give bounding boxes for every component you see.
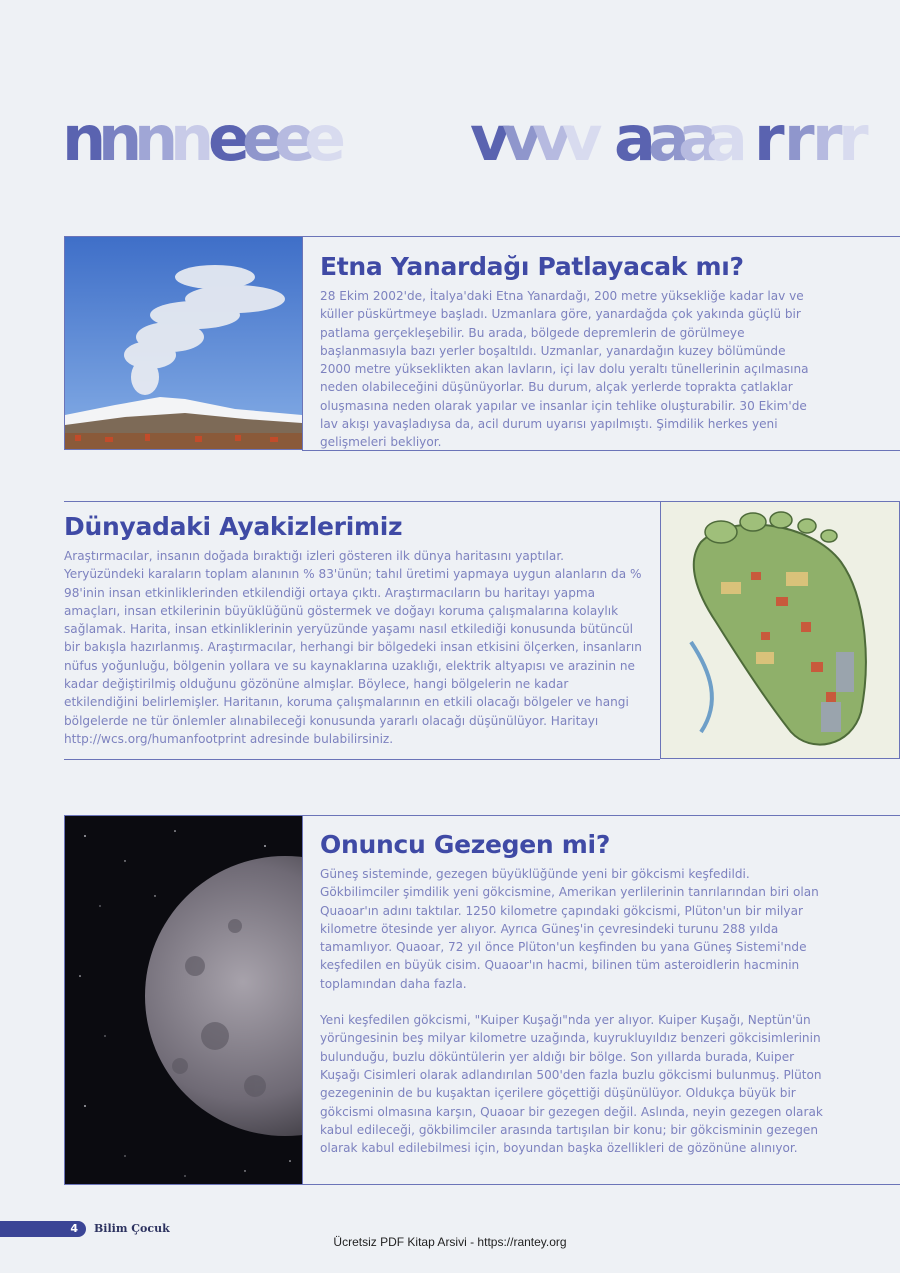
masthead-letter: e xyxy=(208,102,247,175)
article-headline: Onuncu Gezegen mi? xyxy=(320,830,611,859)
masthead-letter: v xyxy=(502,102,539,175)
footprint-image xyxy=(661,502,899,758)
article-rule xyxy=(64,759,660,760)
masthead-letter: r xyxy=(754,102,781,175)
masthead-letter: n xyxy=(134,102,175,175)
masthead-letter: n xyxy=(170,102,211,175)
page-number: 4 xyxy=(70,1222,78,1235)
masthead-letter: a xyxy=(678,102,716,175)
masthead-letter: a xyxy=(614,102,652,175)
article-rule xyxy=(302,236,900,237)
article-paragraph: Güneş sisteminde, gezegen büyüklüğünde yeni bir gökcismi keşfedildi. Gökbilimciler şimdilik yeni gökcismine, Amerikan yerlilerinin tanrılarından biri olan Quaoar'ın adını taktılar. 1250 kilometre çapındaki gökcismi, Plüton'un bir milyar kilometre ötesinde yer alıyor. Ayrıca Güneş'in çevresindeki turunu 288 yılda tamamlıyor. Quaoar, 72 yıl önce Plüton'un keşfinden bu yana Güneş Sistemi'nde keşfedilen en büyük cisim. Quaoar'ın hacmi, bilinen tüm asteroidlerin hacminin toplamından daha fazla. xyxy=(320,867,819,991)
article-body xyxy=(320,287,820,452)
article-paragraph: Yeni keşfedilen gökcismi, "Kuiper Kuşağı"nda yer alıyor. Kuiper Kuşağı, Neptün'ün yörüngesinin beş milyar kilometre uzağında, kuyrukluyıldız benzeri gökcisimlerinin bulunduğu, buzlu döküntülerin yer aldığı bir bölge. Son yıllarda burada, Kuiper Kuşağı Cisimleri olarak adlandırılan 500'den fazla buzlu gökcismi bulunmuş. Plüton gezegeninin de bu kuşaktan içerilere göçettiği düşünülüyor. Oldukça büyük bir gökcismi olmasına karşın, Quaoar bir gezegen değil. Aslında, neyin gezegen olarak kabul edileceği, gökbilimciler arasında tartışılan bir konu; bir gökcisminin gezegen olarak kabul edilebilmesi için, boyundan başka özellikleri de gözönüne alınıyor. xyxy=(320,1013,823,1156)
masthead-letter: v xyxy=(532,102,569,175)
masthead-letter: r xyxy=(784,102,811,175)
article-body xyxy=(64,547,644,748)
masthead-letter: a xyxy=(706,102,744,175)
article-rule xyxy=(302,1184,900,1185)
site-credit: Ücretsiz PDF Kitap Arsivi - https://rantey.org xyxy=(333,1235,567,1249)
article-paragraph: 28 Ekim 2002'de, İtalya'daki Etna Yanardağı, 200 metre yüksekliğe kadar lav ve küller püskürtmeye başladı. Uzmanlara göre, yanardağda çok yakında güçlü bir patlama gerçekleşebilir. Bu arada, bölgede depremlerin de görülmeye başlanmasıyla bazı yerler boşaltıldı. Uzmanlar, yanardağın kuzey bölümünde 2000 metre yükseklikten akan lavların, içi lav dolu yeraltı tünellerinin açılmasına neden olabileceğini düşünüyorlar. Bu durum, alçak yerlerde toprakta çatlaklar oluşmasına neden olarak yapılar ve insanlar için tehlike oluşturabilir. 30 Ekim'de lav akışı yavaşladıysa da, acil durum uyarısı yapılmıştı. Şimdilik herkes yeni gelişmeleri bekliyor. xyxy=(320,289,809,450)
planet-image xyxy=(65,816,302,1184)
masthead-letter: e xyxy=(274,102,313,175)
planet-photo xyxy=(64,815,303,1185)
masthead-letter: e xyxy=(242,102,281,175)
masthead-logo xyxy=(62,102,882,175)
article-rule xyxy=(302,815,900,816)
article-headline: Etna Yanardağı Patlayacak mı? xyxy=(320,252,744,281)
volcano-photo xyxy=(64,236,303,450)
masthead-letter: v xyxy=(562,102,599,175)
masthead-letter: r xyxy=(812,102,839,175)
article-paragraph: Araştırmacılar, insanın doğada bıraktığı izleri gösteren ilk dünya haritasını yaptılar. Yeryüzündeki karaların toplam alanının % 83'ünün; tahıl üretimi yapmaya uygun alanların da % 98'inin insan etkinliklerinden etkilendiği ortaya çıktı. Araştırmacıların bu haritayı yapma amaçları, insan etkilerinin büyüklüğünü göstermek ve doğayı koruma çalışmalarına kolaylık sağlamak. Harita, insan etkinliklerinin yeryüzünde yaşamı nasıl etkilediği konusunda bütüncül bir bakışla hazırlanmış. Araştırmacılar, herhangi bir bölgedeki insan etkisini ölçerken, insanların nüfus yoğunluğu, bölgenin yollara ve su kaynaklarına uzaklığı, elektrik altyapısı ve arazinin ne kadar değiştirilmiş olduğunu gözönüne almışlar. Böylece, hangi bölgelerin ne kadar etkilendiğini belirlemişler. Haritanın, koruma çalışmalarının en etkili olacağı bölgeler ve hangi bölgelerde ne tür önlemler alınabileceği konusunda yararlı olacağı düşünülüyor. Haritayı http://wcs.org/humanfootprint adresinde bulabilirsiniz. xyxy=(64,549,642,746)
magazine-name: Bilim Çocuk xyxy=(94,1222,170,1235)
masthead-letter: n xyxy=(98,102,139,175)
footprint-map-illustration xyxy=(660,501,900,759)
masthead-letter: r xyxy=(838,102,865,175)
masthead-letter: n xyxy=(62,102,103,175)
volcano-image xyxy=(65,237,302,449)
article-body xyxy=(320,865,825,1157)
masthead-letter: e xyxy=(304,102,343,175)
article-rule xyxy=(64,501,660,502)
masthead-letter: v xyxy=(470,102,507,175)
article-headline: Dünyadaki Ayakizlerimiz xyxy=(64,512,403,541)
masthead-letter: a xyxy=(648,102,686,175)
